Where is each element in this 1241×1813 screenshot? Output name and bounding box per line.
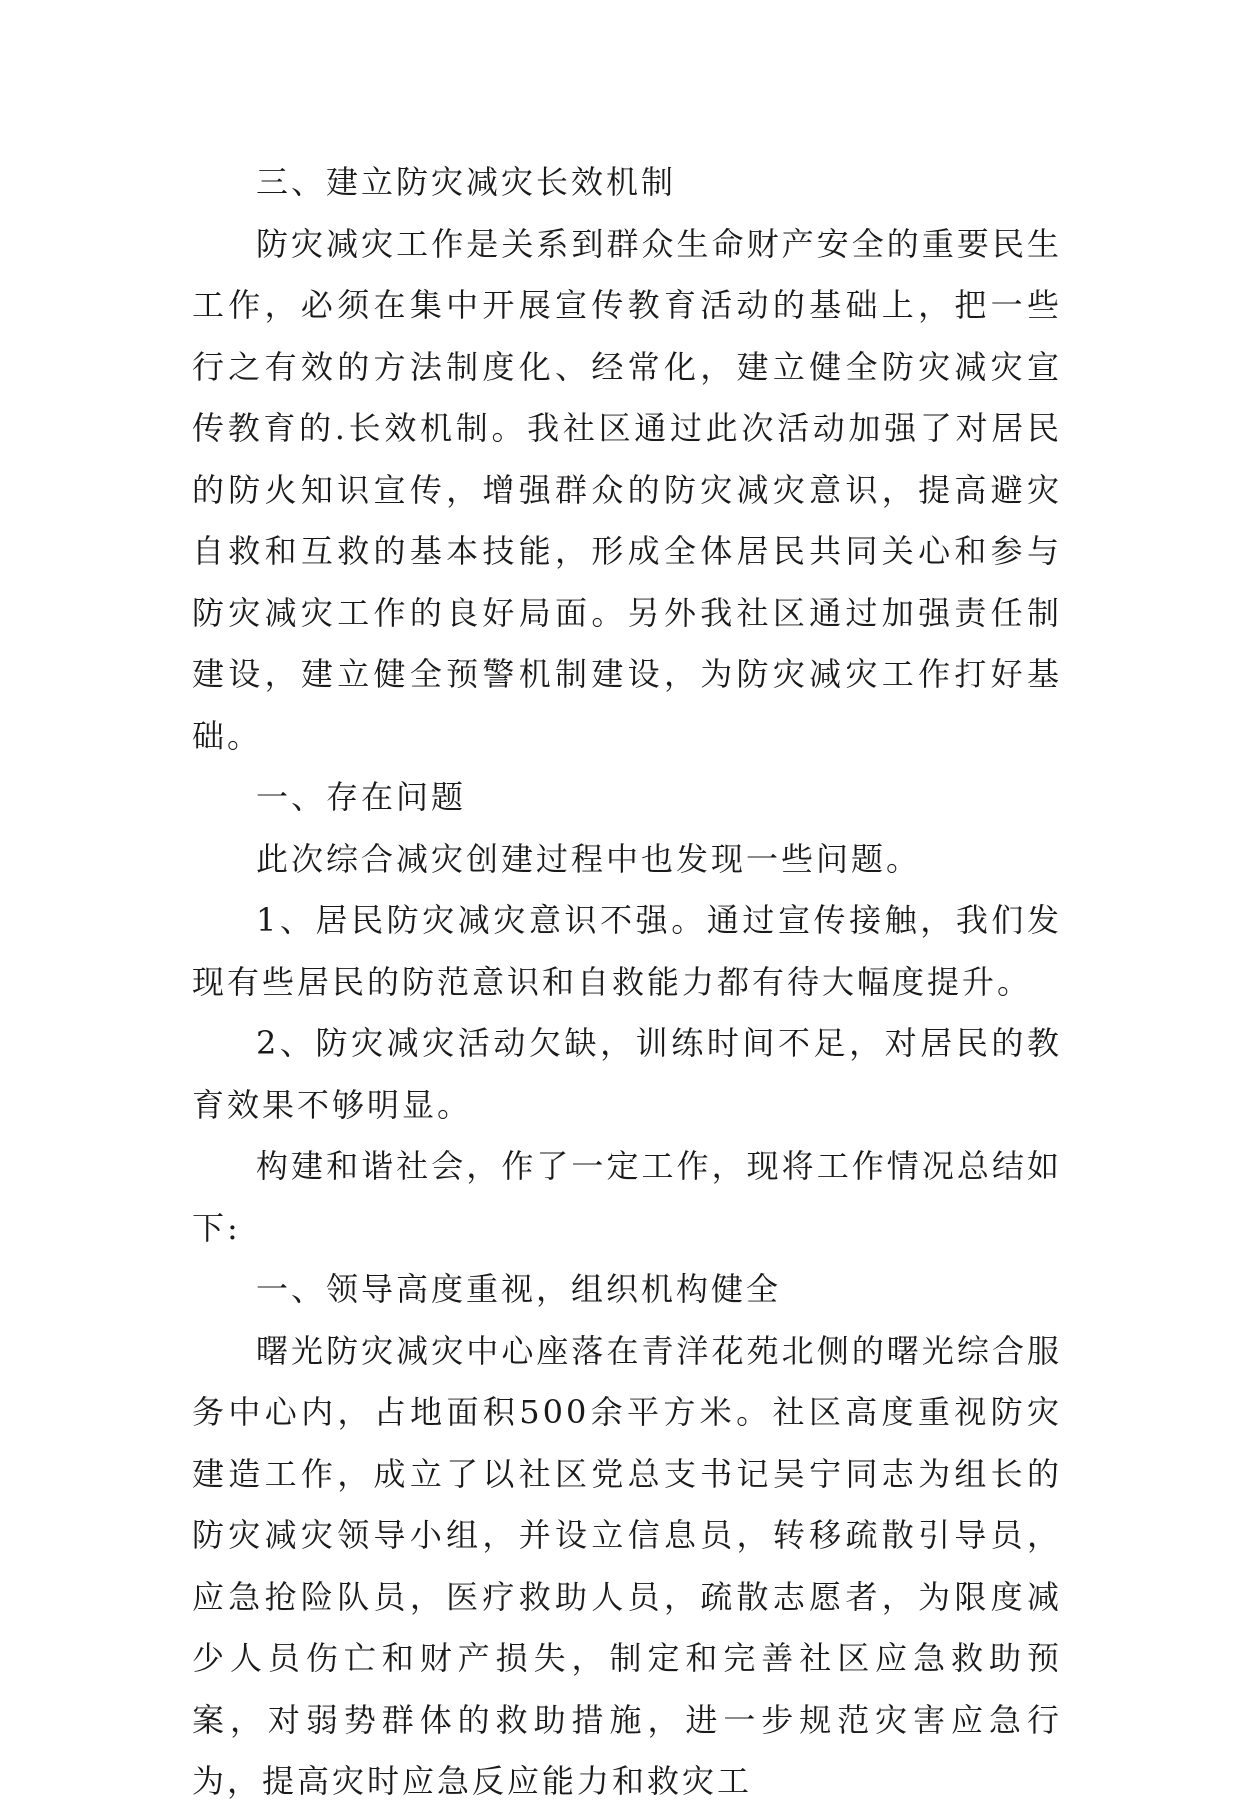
section-heading: 三、建立防灾减灾长效机制 xyxy=(256,163,677,201)
body-paragraph: 防灾减灾工作是关系到群众生命财产安全的重要民生工作，必须在集中开展宣传教育活动的基础上，把一些行之有效的方法制度化、经常化，建立健全防灾减灾宣传教育的.长效机制。我社区通过此次活动加强了对居民的防火知识宣传，增强群众的防灾减灾意识，提高避灾自救和互救的基本技能，形成全体居民共同关心和参与防灾减灾工作的良好局面。另外我社区通过加强责任制建设，建立健全预警机制建设，为防灾减灾工作打好基础。 xyxy=(192,224,1062,755)
body-paragraph: 此次综合减灾创建过程中也发现一些问题。 xyxy=(256,839,922,878)
numbered-item: 1、居民防灾减灾意识不强。通过宣传接触，我们发现有些居民的防范意识和自救能力都有待大幅度提升。 xyxy=(192,901,1062,1001)
numbered-item: 2、防灾减灾活动欠缺，训练时间不足，对居民的教育效果不够明显。 xyxy=(192,1024,1062,1124)
section-heading: 一、存在问题 xyxy=(256,778,467,816)
document-page xyxy=(192,152,1062,1813)
body-paragraph: 构建和谐社会，作了一定工作，现将工作情况总结如下: xyxy=(192,1147,1062,1247)
section-heading: 一、领导高度重视，组织机构健全 xyxy=(256,1270,782,1308)
body-paragraph: 曙光防灾减灾中心座落在青洋花苑北侧的曙光综合服务中心内，占地面积500余平方米。社区高度重视防灾建造工作，成立了以社区党总支书记吴宁同志为组长的防灾减灾领导小组，并设立信息员，转移疏散引导员，应急抢险队员，医疗救助人员，疏散志愿者，为限度减少人员伤亡和财产损失，制定和完善社区应急救助预案，对弱势群体的救助措施，进一步规范灾害应急行为，提高灾时应急反应能力和救灾工 xyxy=(192,1331,1062,1800)
